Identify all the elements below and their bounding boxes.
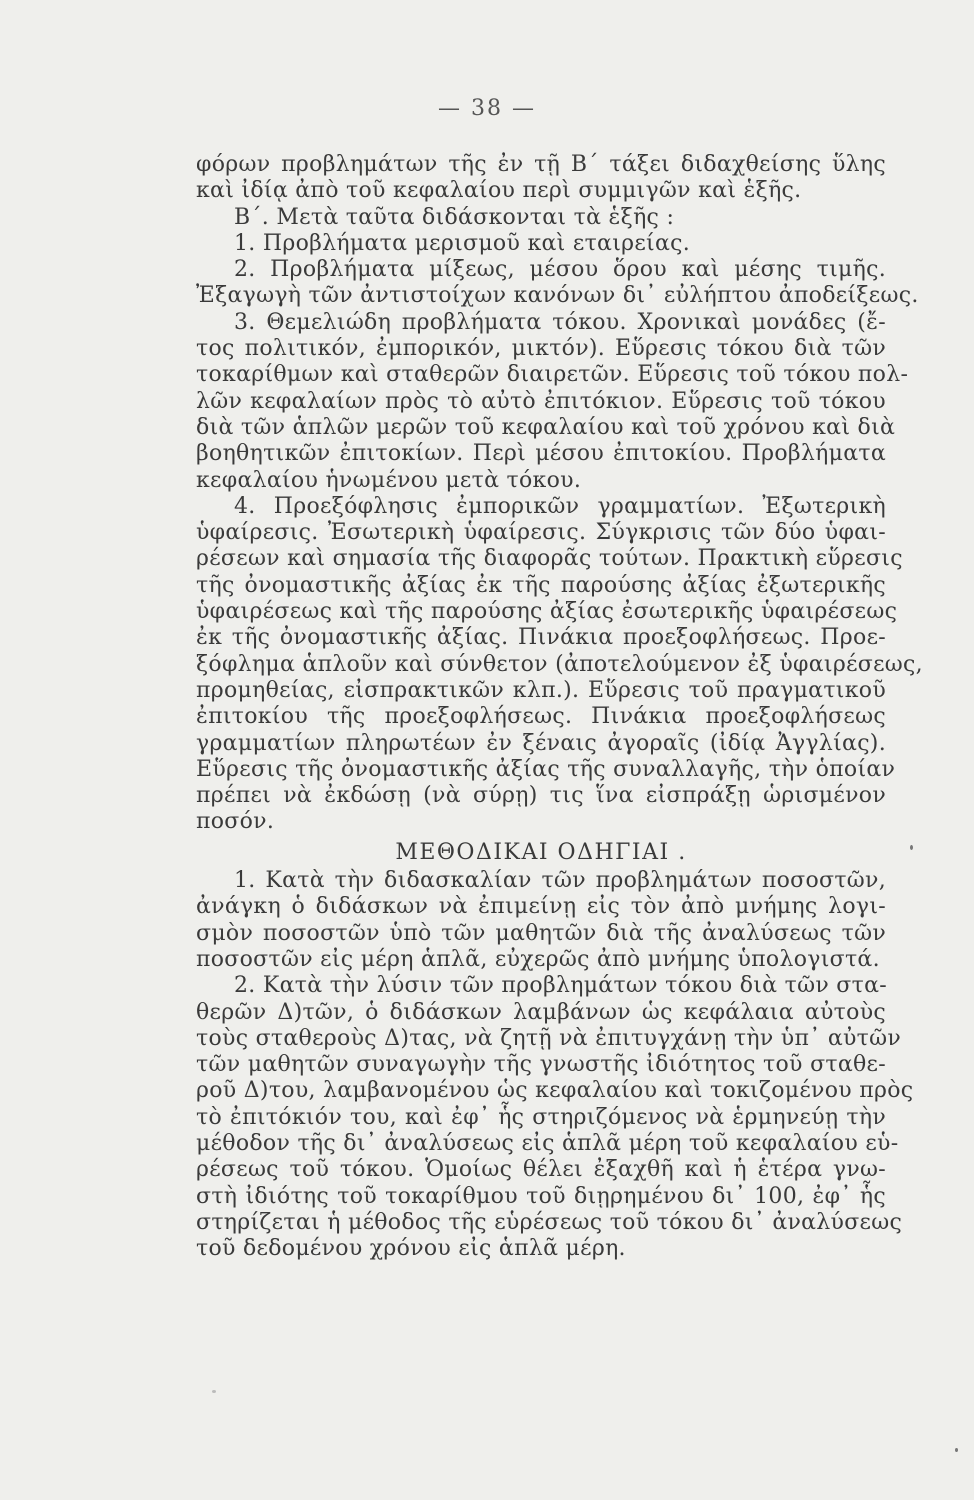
text-line: 1. Κατὰ τὴν διδασκαλίαν τῶν προβλημάτων ποσοστῶν, <box>234 868 886 894</box>
text-line: ἐκ τῆς ὀνομαστικῆς ἀξίας. Πινάκια προεξοφλήσεως. Προε- <box>196 625 886 651</box>
text-line: προμηθείας, εἰσπρακτικῶν κλπ.). Εὕρεσις τοῦ πραγματικοῦ <box>196 677 886 703</box>
guide-item-1 <box>196 868 886 973</box>
text-line: 3. Θεμελιώδη προβλήματα τόκου. Χρονικαὶ μονάδες (ἔ- <box>234 309 886 335</box>
text-line: σμὸν ποσοστῶν ὑπὸ τῶν μαθητῶν διὰ τῆς ἀναλύσεως τῶν <box>196 920 886 946</box>
text-line: 2. Προβλήματα μίξεως, μέσου ὅρου καὶ μέσης τιμῆς. <box>234 257 886 283</box>
list-item-3 <box>196 309 909 494</box>
text-line: ξόφλημα ἁπλοῦν καὶ σύνθετον (ἀποτελούμενον ἐξ ὑφαιρέσεως, <box>196 651 923 677</box>
list-item-1 <box>196 231 886 257</box>
paragraph-intro <box>196 152 886 205</box>
text-line: τῶν μαθητῶν συναγωγὴν τῆς γνωστῆς ἰδιότητος τοῦ σταθε- <box>196 1052 886 1078</box>
text-line: τῆς ὀνομαστικῆς ἀξίας ἐκ τῆς παρούσης ἀξίας ἐξωτερικῆς <box>196 572 886 598</box>
text-line: μέθοδον τῆς δι᾽ ἀναλύσεως εἰς ἁπλᾶ μέρη τοῦ κεφαλαίου εὑ- <box>196 1130 899 1156</box>
list-item-4 <box>196 493 923 836</box>
text-line: ὑφαιρέσεως καὶ τῆς παρούσης ἀξίας ἐσωτερικῆς ὑφαιρέσεως <box>196 599 898 625</box>
text-line: καὶ ἰδίᾳ ἀπὸ τοῦ κεφαλαίου περὶ συμμιγῶν καὶ ἑξῆς. <box>196 178 802 204</box>
text-line: φόρων προβλημάτων τῆς ἐν τῇ Β΄ τάξει διδαχθείσης ὕλης <box>196 152 886 177</box>
text-line: 1. Προβλήματα μερισμοῦ καὶ εταιρείας. <box>234 230 691 256</box>
text-line: τοκαρίθμων καὶ σταθερῶν διαιρετῶν. Εὕρεσις τοῦ τόκου πολ- <box>196 362 909 388</box>
page-number: — 38 — <box>438 96 536 121</box>
text-line: ὑφαίρεσις. Ἐσωτερικὴ ὑφαίρεσις. Σύγκρισις τῶν δύο ὑφαι- <box>196 520 886 546</box>
text-line: τὸ ἐπιτόκιόν του, καὶ ἐφ᾽ ἧς στηριζόμενος νὰ ἑρμηνεύῃ τὴν <box>196 1104 886 1130</box>
ink-speck <box>910 845 913 850</box>
text-line: Β΄. Μετὰ ταῦτα διδάσκονται τὰ ἑξῆς : <box>234 204 675 230</box>
list-item-2 <box>196 257 919 310</box>
text-line: στὴ ἰδιότης τοῦ τοκαρίθμου τοῦ διῃρημένου δι᾽ 100, ἐφ᾽ ἧς <box>196 1183 886 1209</box>
text-line: τος πολιτικόν, ἐμπορικόν, μικτόν). Εὕρεσις τόκου διὰ τῶν <box>196 336 886 362</box>
text-line: στηρίζεται ἡ μέθοδος τῆς εὑρέσεως τοῦ τόκου δι᾽ ἀναλύσεως <box>196 1209 903 1235</box>
text-body <box>196 152 923 1262</box>
text-line: Εὕρεσις τῆς ὀνομαστικῆς ἀξίας τῆς συναλλαγῆς, τὴν ὁποίαν <box>196 756 896 782</box>
text-line: 2. Κατὰ τὴν λύσιν τῶν προβλημάτων τόκου διὰ τῶν στα- <box>234 973 887 999</box>
text-line: διὰ τῶν ἁπλῶν μερῶν τοῦ κεφαλαίου καὶ τοῦ χρόνου καὶ διὰ <box>196 414 896 440</box>
ink-speck <box>955 1448 958 1452</box>
text-line: ποσόν. <box>196 809 275 835</box>
text-line: θερῶν Δ)τῶν, ὁ διδάσκων λαμβάνων ὡς κεφάλαια αὐτοὺς <box>196 999 886 1025</box>
text-line: ποσοστῶν εἰς μέρη ἁπλᾶ, εὐχερῶς ἀπὸ μνήμης ὑπολογιστά. <box>196 946 880 972</box>
section-heading: ΜΕΘΟΔΙΚΑΙ ΟΔΗΓΙΑΙ . <box>395 839 687 865</box>
text-line: ἀνάγκη ὁ διδάσκων νὰ ἐπιμείνῃ εἰς τὸν ἀπὸ μνήμης λογι- <box>196 894 886 920</box>
paragraph-b <box>196 205 886 231</box>
text-line: ρέσεων καὶ σημασία τῆς διαφορᾶς τούτων. Πρακτικὴ εὕρεσις <box>196 546 903 572</box>
text-line: 4. Προεξόφλησις ἐμπορικῶν γραμματίων. Ἐξωτερικὴ <box>234 493 886 519</box>
text-line: γραμματίων πληρωτέων ἐν ξέναις ἀγοραῖς (ἰδίᾳ Ἀγγλίας). <box>196 730 886 756</box>
text-line: ἐπιτοκίου τῆς προεξοφλήσεως. Πινάκια προεξοφλήσεως <box>196 704 886 730</box>
text-line: τοὺς σταθεροὺς Δ)τας, νὰ ζητῇ νὰ ἐπιτυγχάνῃ τὴν ὑπ᾽ αὐτῶν <box>196 1025 902 1051</box>
text-line: ροῦ Δ)του, λαμβανομένου ὡς κεφαλαίου καὶ τοκιζομένου πρὸς <box>196 1078 914 1104</box>
ink-speck <box>212 1390 216 1393</box>
text-line: πρέπει νὰ ἐκδώσῃ (νὰ σύρῃ) τις ἵνα εἰσπράξῃ ὡρισμένον <box>196 783 886 809</box>
guide-item-2 <box>196 973 914 1262</box>
text-line: κεφαλαίου ἡνωμένου μετὰ τόκου. <box>196 467 582 493</box>
text-line: τοῦ δεδομένου χρόνου εἰς ἁπλᾶ μέρη. <box>196 1236 626 1262</box>
text-line: λῶν κεφαλαίων πρὸς τὸ αὐτὸ ἐπιτόκιον. Εὕρεσις τοῦ τόκου <box>196 388 886 414</box>
text-line: Ἐξαγωγὴ τῶν ἀντιστοίχων κανόνων δι᾽ εὐλήπτου ἀποδείξεως. <box>196 283 919 309</box>
text-line: ρέσεως τοῦ τόκου. Ὁμοίως θέλει ἐξαχθῆ καὶ ἡ ἑτέρα γνω- <box>196 1157 886 1183</box>
text-line: βοηθητικῶν ἐπιτοκίων. Περὶ μέσου ἐπιτοκίου. Προβλήματα <box>196 441 886 467</box>
